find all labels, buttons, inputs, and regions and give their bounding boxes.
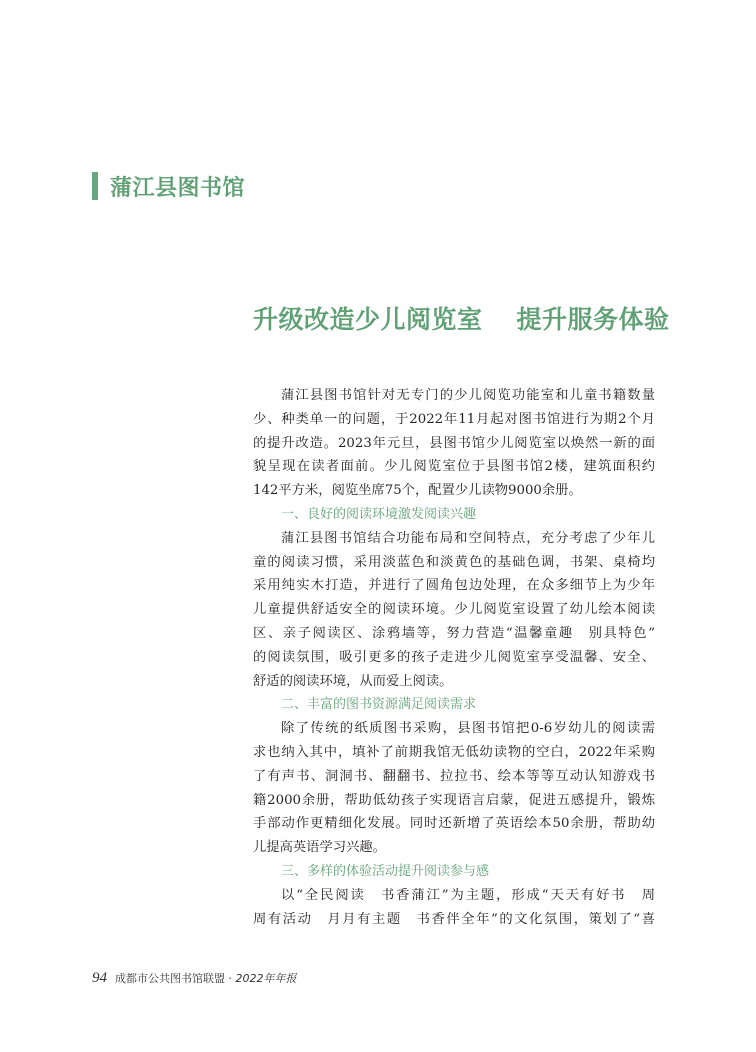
subheading-2: 二、丰富的图书资源满足阅读需求 [281,697,477,713]
body-line: 儿童提供舒适安全的阅读环境。少儿阅览室设置了幼儿绘本阅读 [253,602,655,618]
body-line: 142平方米，阅览坐席75个，配置少儿读物9000余册。 [253,483,582,499]
subheading-1: 一、良好的阅读环境激发阅读兴趣 [281,506,477,522]
body-line: 蒲江县图书馆结合功能布局和空间特点，充分考虑了少年儿 [281,530,655,546]
section-header [92,171,245,201]
section-title: 蒲江县图书馆 [110,175,246,201]
body-line: 的阅读氛围，吸引更多的孩子走进少儿阅览室享受温馨、安全、 [253,649,655,665]
body-line: 籍2000余册，帮助低幼孩子实现语言启蒙，促进五感提升，锻炼 [253,792,655,808]
body-line: 貌呈现在读者面前。少儿阅览室位于县图书馆2楼，建筑面积约 [253,459,655,475]
body-line: 除了传统的纸质图书采购，县图书馆把0-6岁幼儿的阅读需 [281,721,655,737]
page-footer [92,970,297,987]
body-line: 的提升改造。2023年元旦，县图书馆少儿阅览室以焕然一新的面 [253,435,655,451]
body-line: 采用纯实木打造，并进行了圆角包边处理，在众多细节上为少年 [253,578,655,594]
article-title-part2: 提升服务体验 [516,305,670,334]
footer-year-report: 2022年年报 [235,972,297,985]
section-accent-bar [92,172,98,200]
article-title-part1: 升级改造少儿阅览室 [253,305,483,334]
body-line: 舒适的阅读环境，从而爱上阅读。 [253,673,453,689]
body-line: 了有声书、洞洞书、翻翻书、拉拉书、绘本等等互动认知游戏书 [253,768,655,784]
body-line: 以“全民阅读 书香蒲江”为主题，形成“天天有好书 周 [281,887,655,903]
subheading-3: 三、多样的体验活动提升阅读参与感 [281,863,490,879]
body-line: 周有活动 月月有主题 书香伴全年”的文化氛围，策划了“喜 [253,911,655,927]
body-line: 手部动作更精细化发展。同时还新增了英语绘本50余册，帮助幼 [253,816,655,832]
page-number: 94 [92,970,107,986]
body-line: 少、种类单一的问题，于2022年11月起对图书馆进行为期2个月 [253,411,655,427]
article-body [253,384,655,931]
body-line: 区、亲子阅读区、涂鸦墙等，努力营造“温馨童趣 别具特色” [253,625,655,641]
footer-source: 成都市公共图书馆联盟 · [115,972,236,985]
body-line: 求也纳入其中，填补了前期我馆无低幼读物的空白，2022年采购 [253,744,655,760]
article-title [253,300,670,336]
body-line: 儿提高英语学习兴趣。 [253,840,386,856]
body-line: 童的阅读习惯，采用淡蓝色和淡黄色的基础色调，书架、桌椅均 [253,554,655,570]
body-line: 蒲江县图书馆针对无专门的少儿阅览功能室和儿童书籍数量 [281,388,655,403]
